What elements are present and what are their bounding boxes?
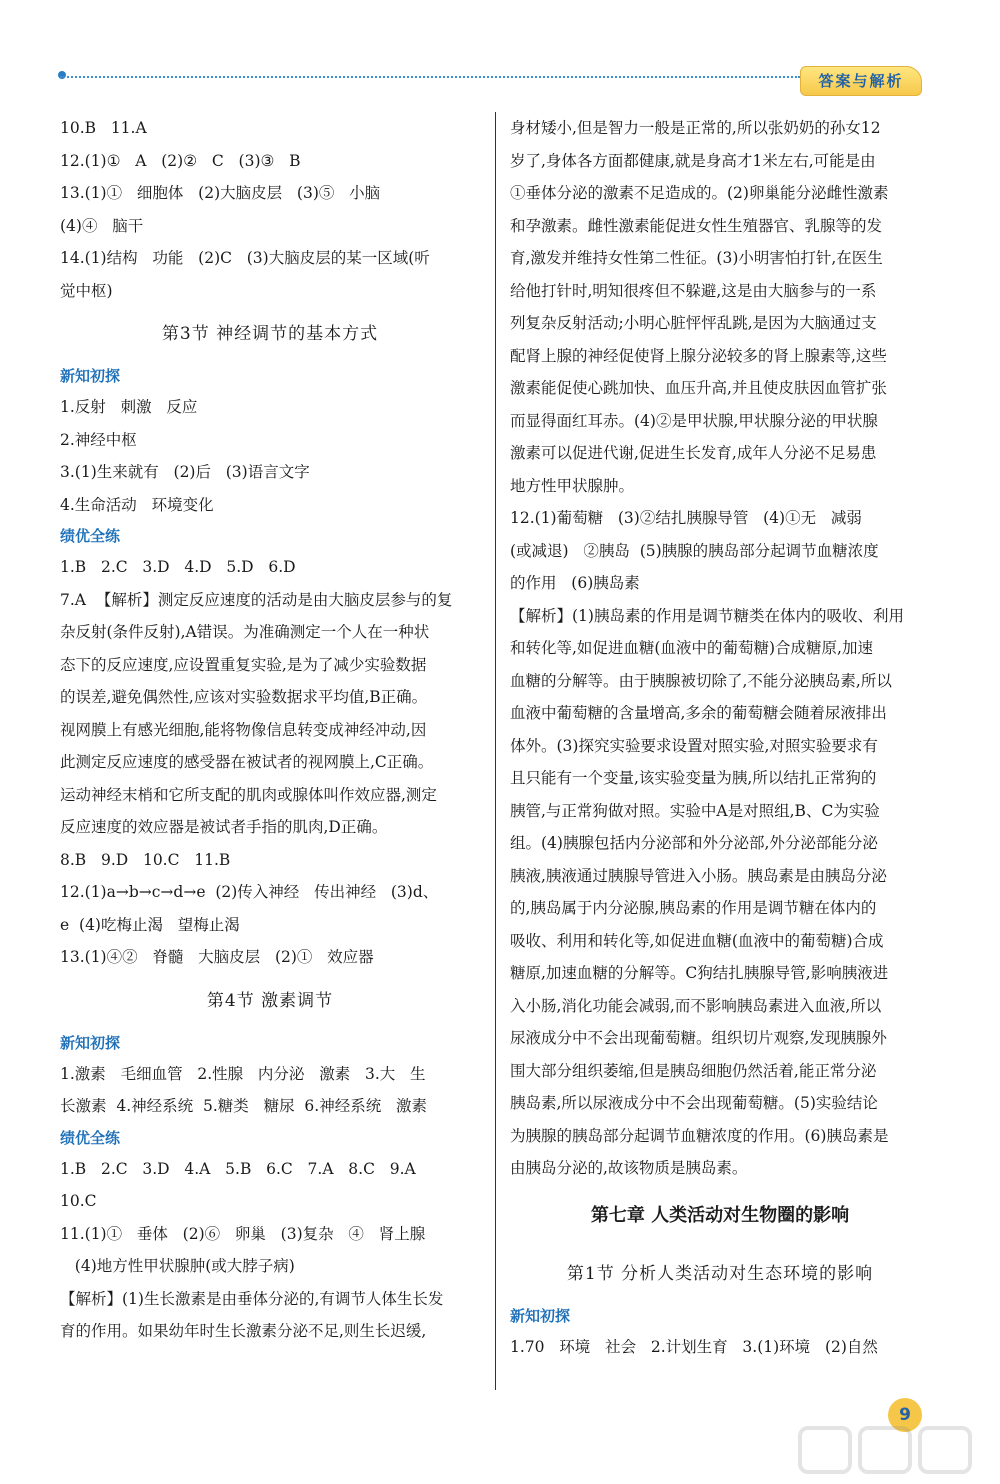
text-line: 胰液,胰液通过胰腺导管进入小肠。胰岛素是由胰岛分泌	[510, 866, 887, 885]
text-line: 胰岛素,所以尿液成分中不会出现葡萄糖。(5)实验结论	[510, 1094, 878, 1112]
text-line: 的,胰岛属于内分泌腺,胰岛素的作用是调节糖在体内的	[510, 899, 877, 917]
text-line: 反应速度的效应器是被试者手指的肌肉,D正确。	[60, 818, 388, 836]
text-line: 视网膜上有感光细胞,能将物像信息转变成神经冲动,因	[60, 720, 427, 739]
header-rule	[60, 76, 800, 78]
section-title-1: 第1节 分析人类活动对生态环境的影响	[566, 1263, 874, 1284]
watermark-logo-icon	[790, 1420, 990, 1480]
text-line: 杂反射(条件反射),A错误。为准确测定一个人在一种状	[60, 623, 430, 641]
text-line: 13.(1)① 细胞体 (2)大脑皮层 (3)⑤ 小脑	[60, 184, 381, 202]
text-line: 给他打针时,明知很疼但不躲避,这是由大脑参与的一系	[510, 281, 877, 300]
page-number: 9	[888, 1398, 922, 1432]
text-line: 12.(1)① A (2)② C (3)③ B	[60, 151, 301, 170]
text-line: 10.B 11.A	[60, 119, 147, 137]
text-line: 而显得面红耳赤。(4)②是甲状腺,甲状腺分泌的甲状腺	[510, 411, 878, 430]
text-line: 2.神经中枢	[60, 430, 137, 449]
left-block-e	[60, 1153, 480, 1348]
text-line: 组。(4)胰腺包括内分泌部和外分泌部,外分泌部能分泌	[510, 834, 878, 852]
right-block-b	[510, 1331, 930, 1364]
text-line: 【解析】(1)胰岛素的作用是调节糖类在体内的吸收、利用	[510, 606, 904, 625]
label-xinzhi-2: 新知初探	[60, 1033, 121, 1052]
left-column	[60, 112, 480, 1348]
text-line: 岁了,身体各方面都健康,就是身高才1米左右,可能是由	[510, 151, 876, 170]
text-line: 7.A 【解析】测定反应速度的活动是由大脑皮层参与的复	[60, 590, 453, 609]
text-line: 1.70 环境 社会 2.计划生育 3.(1)环境 (2)自然	[510, 1337, 878, 1356]
text-line: 1.B 2.C 3.D 4.A 5.B 6.C 7.A 8.C 9.A	[60, 1159, 416, 1178]
text-line: 育,激发并维持女性第二性征。(3)小明害怕打针,在医生	[510, 249, 883, 267]
text-line: 列复杂反射活动;小明心脏怦怦乱跳,是因为大脑通过支	[510, 314, 877, 332]
text-line: 配肾上腺的神经促使肾上腺分泌较多的肾上腺素等,这些	[510, 346, 887, 365]
left-block-c	[60, 551, 480, 974]
label-xinzhi-1: 新知初探	[60, 367, 121, 385]
text-line: 激素能促使心跳加快、血压升高,并且使皮肤因血管扩张	[510, 379, 887, 397]
text-line: 和孕激素。雌性激素能促进女性生殖器官、乳腺等的发	[510, 216, 883, 235]
text-line: 围大部分组织萎缩,但是胰岛细胞仍然活着,能正常分泌	[510, 1061, 877, 1080]
text-line: 为胰腺的胰岛部分起调节血糖浓度的作用。(6)胰岛素是	[510, 1126, 889, 1145]
text-line: 4.生命活动 环境变化	[60, 495, 214, 514]
text-line: 入小肠,消化功能会减弱,而不影响胰岛素进入血液,所以	[510, 996, 882, 1015]
text-line: 身材矮小,但是智力一般是正常的,所以张奶奶的孙女12	[510, 119, 881, 137]
text-line: ①垂体分泌的激素不足造成的。(2)卵巢能分泌雌性激素	[510, 184, 889, 202]
label-xinzhi-3: 新知初探	[510, 1306, 571, 1325]
text-line: 10.C	[60, 1192, 97, 1210]
text-line: 由胰岛分泌的,故该物质是胰岛素。	[510, 1159, 748, 1177]
text-line: 觉中枢)	[60, 281, 113, 300]
left-block-d	[60, 1058, 480, 1123]
label-jiyou-2: 绩优全练	[60, 1128, 121, 1147]
text-line: 尿液成分中不会出现葡萄糖。组织切片观察,发现胰腺外	[510, 1029, 887, 1047]
text-line: 1.反射 刺激 反应	[60, 398, 198, 416]
label-jiyou-1: 绩优全练	[60, 527, 121, 545]
text-line: 的误差,避免偶然性,应该对实验数据求平均值,B正确。	[60, 688, 428, 706]
text-line: 吸收、利用和转化等,如促进血糖(血液中的葡萄糖)合成	[510, 931, 884, 950]
text-line: 此测定反应速度的感受器在被试者的视网膜上,C正确。	[60, 753, 434, 771]
section-title-3: 第3节 神经调节的基本方式	[161, 324, 379, 344]
text-line: 且只能有一个变量,该实验变量为胰,所以结扎正常狗的	[510, 769, 877, 787]
text-line: 糖原,加速血糖的分解等。C狗结扎胰腺导管,影响胰液进	[510, 964, 889, 982]
text-line: 长激素 4.神经系统 5.糖类 糖尿 6.神经系统 激素	[60, 1097, 427, 1115]
section-title-4: 第4节 激素调节	[206, 990, 334, 1011]
text-line: 14.(1)结构 功能 (2)C (3)大脑皮层的某一区域(听	[60, 249, 430, 267]
text-line: 和转化等,如促进血糖(血液中的葡萄糖)合成糖原,加速	[510, 639, 873, 657]
right-block-a	[510, 112, 930, 1185]
text-line: 血液中葡萄糖的含量增高,多余的葡萄糖会随着尿液排出	[510, 704, 887, 722]
chapter-title-7: 第七章 人类活动对生物圈的影响	[590, 1204, 850, 1226]
text-line: 3.(1)生来就有 (2)后 (3)语言文字	[60, 463, 310, 481]
text-line: 地方性甲状腺肿。	[510, 476, 635, 495]
text-line: 血糖的分解等。由于胰腺被切除了,不能分泌胰岛素,所以	[510, 671, 892, 690]
text-line: (4)④ 脑干	[60, 216, 144, 235]
text-line: 13.(1)④② 脊髓 大脑皮层 (2)① 效应器	[60, 948, 374, 966]
text-line: (或减退) ②胰岛 (5)胰腺的胰岛部分起调节血糖浓度	[510, 541, 879, 560]
text-line: e (4)吃梅止渴 望梅止渴	[60, 915, 240, 934]
text-line: 的作用 (6)胰岛素	[510, 574, 640, 592]
text-line: 11.(1)① 垂体 (2)⑥ 卵巢 (3)复杂 ④ 肾上腺	[60, 1224, 426, 1243]
text-line: 12.(1)葡萄糖 (3)②结扎胰腺导管 (4)①无 减弱	[510, 509, 862, 527]
text-line: 1.激素 毛细血管 2.性腺 内分泌 激素 3.大 生	[60, 1064, 426, 1083]
left-block-a	[60, 112, 480, 307]
text-line: 态下的反应速度,应设置重复实验,是为了减少实验数据	[60, 655, 427, 674]
column-divider	[495, 112, 496, 1390]
text-line: 运动神经末梢和它所支配的肌肉或腺体叫作效应器,测定	[60, 785, 437, 804]
text-line: 8.B 9.D 10.C 11.B	[60, 850, 231, 869]
text-line: 【解析】(1)生长激素是由垂体分泌的,有调节人体生长发	[60, 1289, 444, 1308]
text-line: 体外。(3)探究实验要求设置对照实验,对照实验要求有	[510, 736, 878, 755]
text-line: 育的作用。如果幼年时生长激素分泌不足,则生长迟缓,	[60, 1322, 427, 1340]
text-line: 胰管,与正常狗做对照。实验中A是对照组,B、C为实验	[510, 801, 880, 820]
text-line: 激素可以促进代谢,促进生长发育,成年人分泌不足易患	[510, 444, 877, 462]
right-column	[510, 112, 930, 1363]
left-block-b	[60, 391, 480, 521]
text-line: 1.B 2.C 3.D 4.D 5.D 6.D	[60, 558, 296, 576]
header-tab: 答案与解析	[800, 66, 922, 96]
text-line: 12.(1)a→b→c→d→e (2)传入神经 传出神经 (3)d、	[60, 883, 439, 901]
text-line: (4)地方性甲状腺肿(或大脖子病)	[60, 1257, 295, 1275]
